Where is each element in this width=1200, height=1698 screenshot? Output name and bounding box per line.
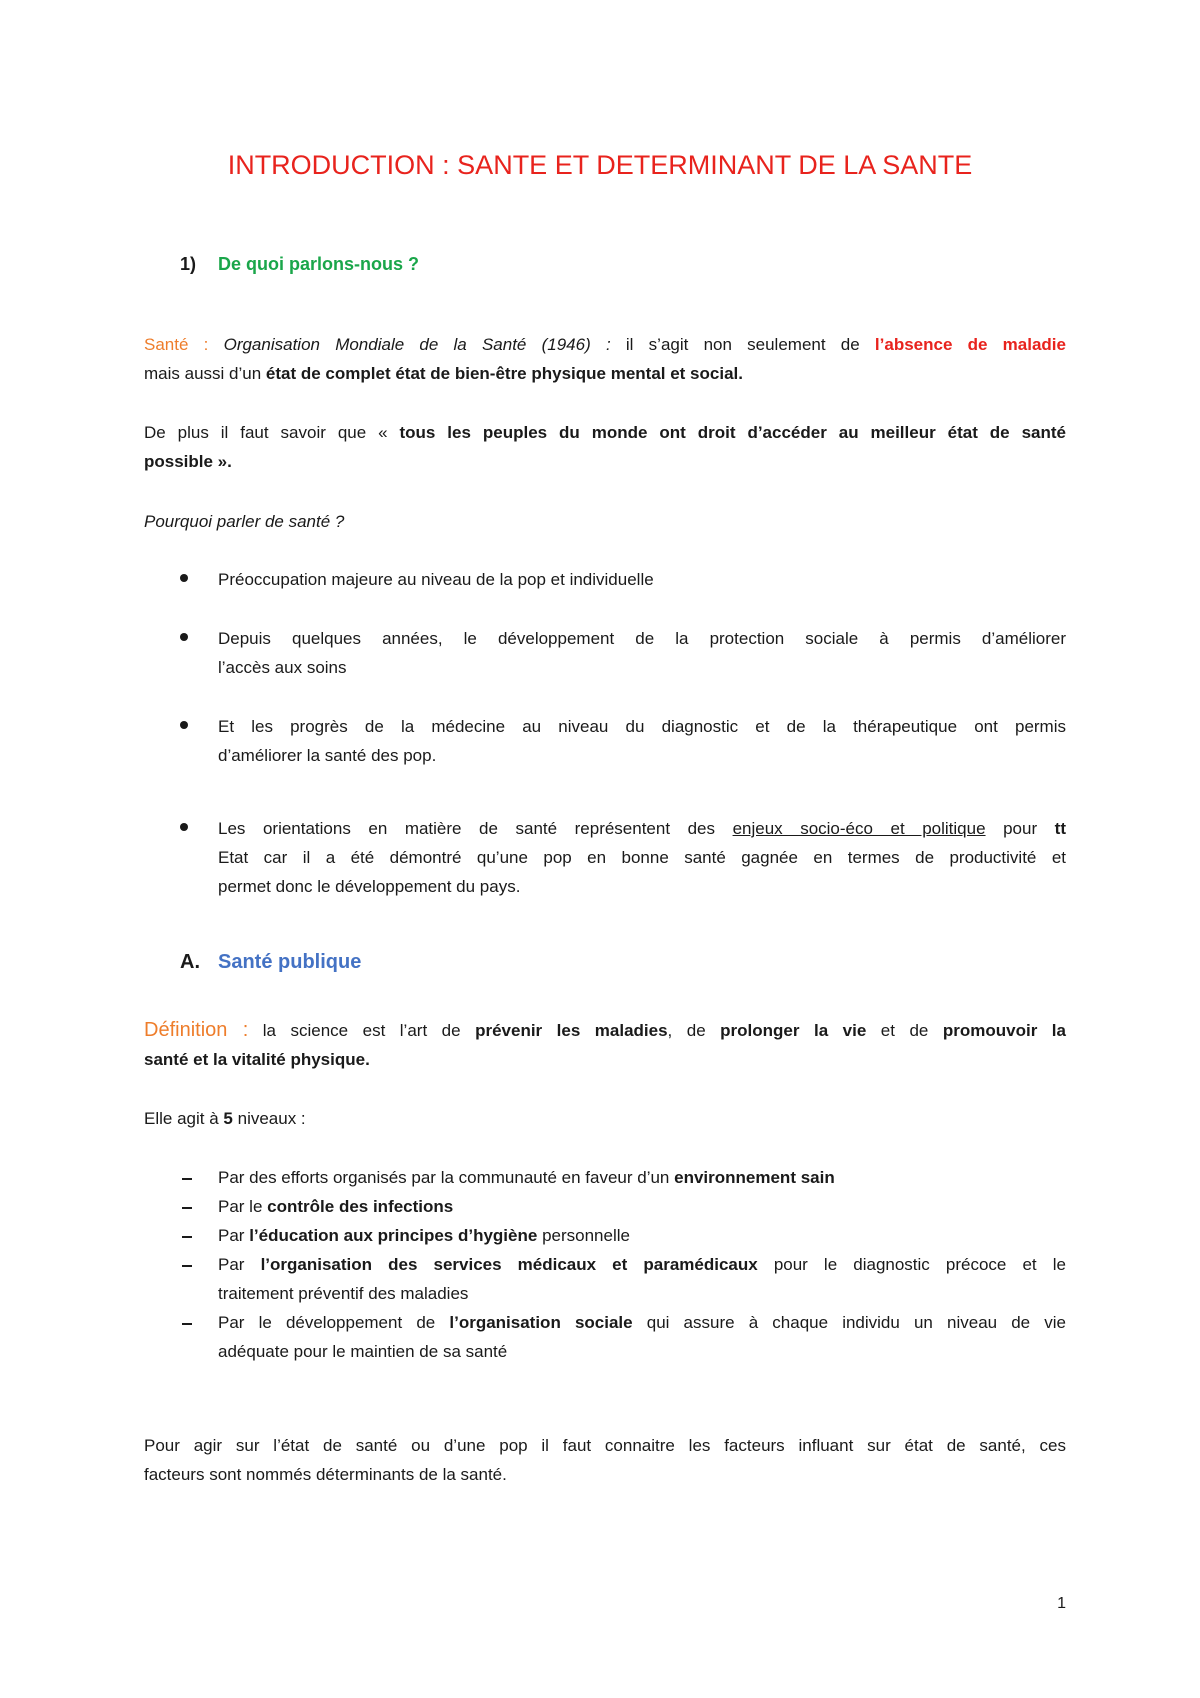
enjeux-link: enjeux socio-éco et politique [732,819,986,838]
dash-5-text: Par le développement de [218,1313,436,1332]
niveaux-n: 5 [223,1109,233,1128]
dash-3-text-c: personnelle [542,1226,630,1245]
de-plus-bold2: possible ». [144,452,232,471]
dash-2-bold: contrôle des infections [267,1197,454,1216]
dash-icon [182,1178,192,1180]
definition-b2: prolonger la vie [720,1021,867,1040]
sante-definition-line2 [144,359,1066,388]
dash-icon [182,1207,192,1209]
dash-item-3 [218,1221,630,1250]
dash-icon [182,1236,192,1238]
bullet-4-tt: tt [1054,819,1066,838]
sante-text1: il s’agit non seulement de [625,335,860,354]
dash-1-text: Par des efforts organisés par la communauté en faveur d’un [218,1168,670,1187]
definition-t1: la science est l’art de [262,1021,461,1040]
section-letter: A. [180,951,200,973]
niveaux-line [144,1104,306,1133]
dash-4-text-c: pour le diagnostic précoce et le [773,1255,1066,1274]
absence-maladie: l’absence de maladie [874,335,1066,354]
bullet-item-1: Préoccupation majeure au niveau de la pop et individuelle [218,570,654,589]
bullet-item-4-line1 [218,814,1066,843]
bullet-item-3-line2: d’améliorer la santé des pop. [218,746,437,765]
sante-text2: mais aussi d’un [144,364,262,383]
niveaux-t2: niveaux : [237,1109,306,1128]
page-number: 1 [1057,1595,1066,1612]
definition-line2 [144,1045,370,1074]
dash-3-text: Par [218,1226,245,1245]
definition-label: Définition : [144,1019,249,1041]
dash-item-2 [218,1192,453,1221]
definition-t3: et de [880,1021,929,1040]
bullet-item-4-line3: permet donc le développement du pays. [218,877,521,896]
de-plus-line2 [144,447,232,476]
bullet-item-2-line1: Depuis quelques années, le développement de la protection sociale à permis d’améliorer [218,629,1066,648]
dash-item-5-line1 [218,1308,1066,1337]
definition-b1: prévenir les maladies [475,1021,668,1040]
document-title: INTRODUCTION : SANTE ET DETERMINANT DE LA SANTE [227,150,973,180]
bullet-4-text-a: Les orientations en matière de santé représentent des [218,819,716,838]
dash-item-4-line1 [218,1250,1066,1279]
section-number: 1) [180,254,197,274]
bullet-4-text-b: pour [1003,819,1038,838]
de-plus-bold1: tous les peuples du monde ont droit d’accéder au meilleur état de santé [399,423,1066,442]
pourquoi-question [144,507,344,536]
bullet-icon [180,823,188,831]
bullet-item-4-line2: Etat car il a été démontré qu’une pop en bonne santé gagnée en termes de productivité et [218,848,1066,867]
dash-item-4-line2: traitement préventif des maladies [218,1284,469,1303]
conclusion-line1: Pour agir sur l’état de santé ou d’une pop il faut connaitre les facteurs influant sur état de santé, ces [144,1436,1066,1455]
dash-5-bold: l’organisation sociale [449,1313,633,1332]
definition-t2: , de [667,1021,706,1040]
bullet-icon [180,574,188,582]
definition-b3: promouvoir la [942,1021,1066,1040]
bullet-icon [180,721,188,729]
niveaux-t1: Elle agit à [144,1109,219,1128]
de-plus-text: De plus il faut savoir que « [144,423,388,442]
dash-4-bold: l’organisation des services médicaux et paramédicaux [260,1255,758,1274]
sante-definition-line1 [144,330,1066,359]
section-a-heading: Santé publique [218,951,362,973]
definition-b4: santé et la vitalité physique. [144,1050,370,1069]
dash-item-1 [218,1163,835,1192]
dash-3-bold: l’éducation aux principes d’hygiène [249,1226,538,1245]
conclusion-line2: facteurs sont nommés déterminants de la santé. [144,1465,507,1484]
sante-label: Santé : [144,335,209,354]
dash-1-bold: environnement sain [674,1168,835,1187]
dash-icon [182,1265,192,1267]
dash-5-text-c: qui assure à chaque individu un niveau de vie [646,1313,1066,1332]
de-plus-line1 [144,418,1066,447]
pourquoi-text: Pourquoi parler de santé ? [144,512,345,531]
bullet-item-2-line2: l’accès aux soins [218,658,347,677]
dash-icon [182,1323,192,1325]
definition-line1 [144,1016,1066,1045]
section-heading: De quoi parlons-nous ? [218,254,419,274]
sante-bold: état de complet état de bien-être physique mental et social. [265,364,743,383]
dash-item-5-line2: adéquate pour le maintien de sa santé [218,1342,508,1361]
dash-4-text: Par [218,1255,245,1274]
bullet-icon [180,633,188,641]
bullet-item-3-line1: Et les progrès de la médecine au niveau du diagnostic et de la thérapeutique ont permis [218,717,1066,736]
dash-2-text: Par le [218,1197,263,1216]
oms-source: Organisation Mondiale de la Santé (1946) : [223,335,611,354]
